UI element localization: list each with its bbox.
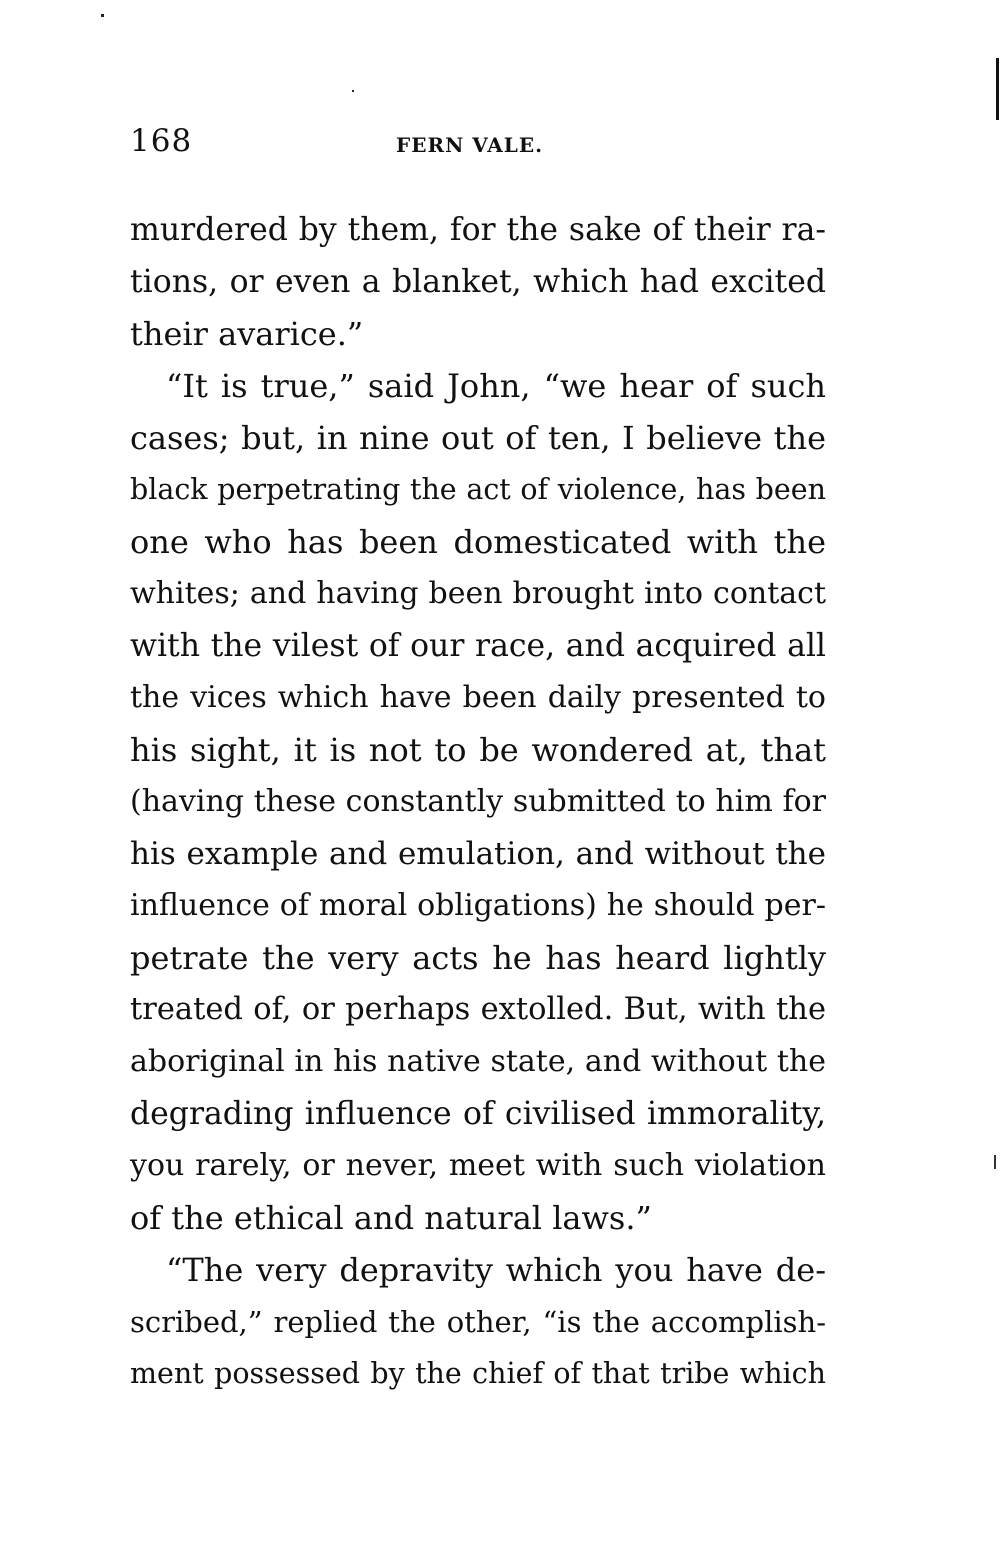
text-line: petrate the very acts he has heard lightly — [130, 939, 826, 977]
text-line: tions, or even a blanket, which had excited — [130, 264, 826, 300]
text-line: ment possessed by the chief of that tribe which — [130, 1357, 826, 1390]
page-number: 168 — [130, 123, 193, 159]
page-speck — [101, 14, 104, 17]
text-line: you rarely, or never, meet with such violation — [130, 1148, 826, 1183]
page-header — [130, 123, 830, 167]
text-line: his sight, it is not to be wondered at, that — [130, 731, 826, 769]
text-line: whites; and having been brought into contact — [130, 576, 826, 611]
text-line: (having these constantly submitted to him for — [130, 784, 826, 819]
text-line: black perpetrating the act of violence, has been — [130, 473, 826, 506]
page-speck — [352, 90, 354, 92]
text-line: his example and emulation, and without the — [130, 836, 826, 872]
page-edge-mark — [994, 1155, 996, 1169]
text-line: “It is true,” said John, “we hear of such — [166, 367, 826, 405]
running-head: FERN VALE. — [396, 133, 544, 157]
text-line: with the vilest of our race, and acquired all — [130, 628, 826, 664]
text-line: cases; but, in nine out of ten, I believe the — [130, 419, 826, 457]
text-line: “The very depravity which you have de- — [166, 1251, 826, 1289]
text-line: influence of moral obligations) he should per- — [130, 888, 826, 923]
text-line: treated of, or perhaps extolled. But, with the — [130, 992, 826, 1027]
text-line: one who has been domesticated with the — [130, 523, 826, 561]
text-line: of the ethical and natural laws.” — [130, 1199, 652, 1237]
text-line: the vices which have been daily presented to — [130, 680, 826, 715]
text-line: murdered by them, for the sake of their ra- — [130, 212, 826, 248]
page-edge-mark — [996, 58, 999, 120]
text-line: scribed,” replied the other, “is the accomplish- — [130, 1305, 826, 1339]
text-line: aboriginal in his native state, and without the — [130, 1044, 826, 1079]
text-line: their avarice.” — [130, 315, 364, 353]
body-text — [130, 204, 826, 1400]
text-line: degrading influence of civilised immorality, — [130, 1096, 826, 1132]
